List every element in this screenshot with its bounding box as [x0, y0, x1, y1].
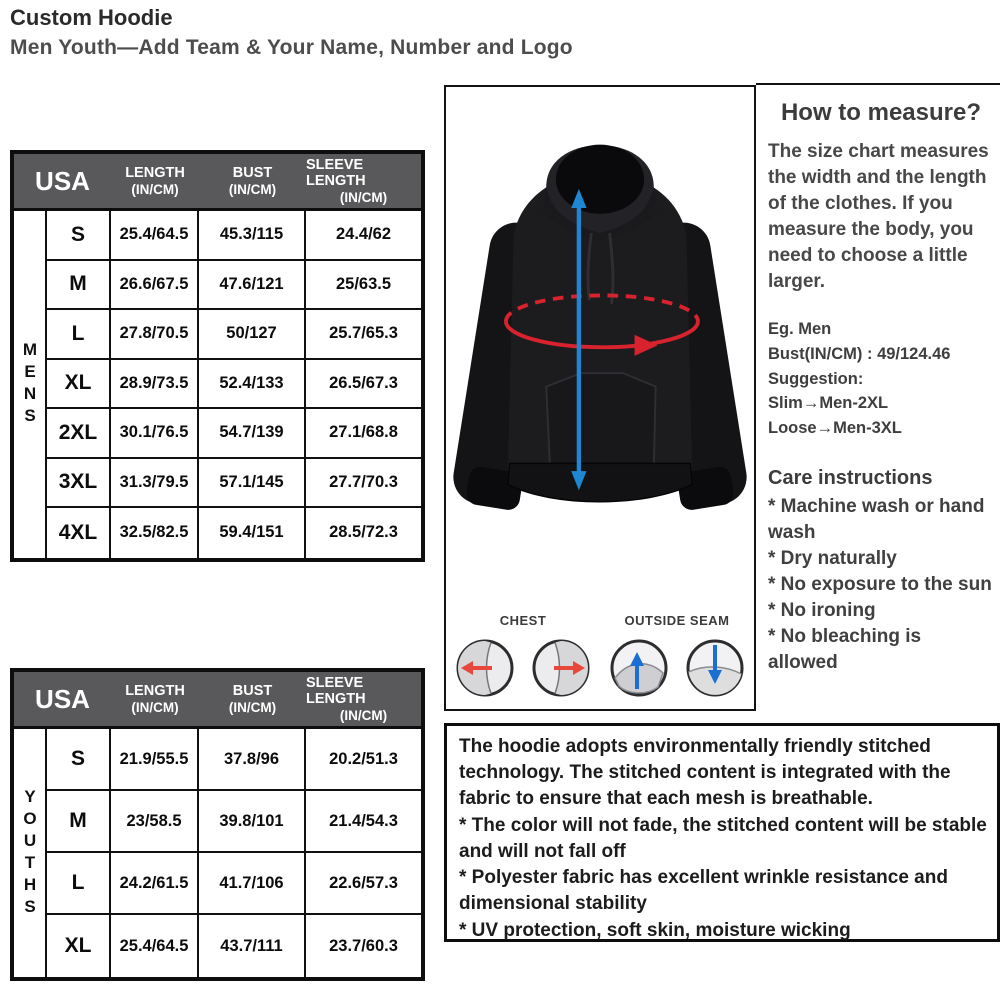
header-sleeve: SLEEVE LENGTH (IN/CM) [306, 674, 388, 723]
header-usa: USA [35, 165, 90, 196]
chest-measure-group [454, 613, 592, 699]
table-row: 3XL 31.3/79.5 57.1/145 27.7/70.3 [47, 459, 421, 509]
hoodie-product-image [450, 89, 750, 569]
description-paragraph: * The color will not fade, the stitched content will be stable and will not fall off [459, 814, 987, 862]
table-row: 4XL 32.5/82.5 59.4/151 28.5/72.3 [47, 508, 421, 558]
table-row: M 23/58.5 39.8/101 21.4/54.3 [47, 791, 421, 853]
table-row: L 24.2/61.5 41.7/106 22.6/57.3 [47, 853, 421, 915]
youth-group-label: YOUTHS [14, 729, 47, 977]
mens-group-label: MENS [14, 211, 47, 558]
table-row: L 27.8/70.5 50/127 25.7/65.3 [47, 310, 421, 360]
chest-label: CHEST [499, 613, 547, 628]
seam-arrow-down-icon [684, 637, 746, 699]
mens-size-chart [10, 150, 425, 562]
page-subtitle: Men Youth—Add Team & Your Name, Number and Logo [10, 36, 573, 59]
how-to-measure-panel [756, 83, 1000, 711]
table-row: XL 25.4/64.5 43.7/111 23.7/60.3 [47, 915, 421, 977]
outside-seam-group [608, 613, 746, 699]
page-title: Custom Hoodie [10, 5, 173, 30]
header-bust: BUST (IN/CM) [228, 164, 277, 197]
care-instructions-list: * Machine wash or hand wash * Dry naturally * No exposure to the sun * No ironing * No bleaching is allowed [768, 495, 992, 673]
header-sleeve: SLEEVE LENGTH (IN/CM) [306, 156, 388, 205]
product-description-box [444, 723, 1000, 942]
description-paragraph: The hoodie adopts environmentally friendly stitched technology. The stitched content is integrated with the fabric to ensure that each mesh is breathable. [459, 736, 951, 810]
measure-body-text: The size chart measures the width and the length of the clothes. If you measure the body, you need to choose a little larger. [768, 141, 989, 293]
measure-example: Eg. Men Bust(IN/CM) : 49/124.46 Suggestion: Slim→Men-2XL Loose→Men-3XL [768, 320, 951, 438]
youth-size-chart [10, 668, 425, 981]
header-length: LENGTH (IN/CM) [125, 682, 185, 715]
chest-arrow-right-icon [530, 637, 592, 699]
seam-arrow-up-icon [608, 637, 670, 699]
table-row: S 25.4/64.5 45.3/115 24.4/62 [47, 211, 421, 261]
table-row: M 26.6/67.5 47.6/121 25/63.5 [47, 261, 421, 311]
table-row: XL 28.9/73.5 52.4/133 26.5/67.3 [47, 360, 421, 410]
chest-arrow-left-icon [454, 637, 516, 699]
header-usa: USA [35, 683, 90, 714]
youth-chart-header [14, 672, 421, 729]
measure-heading: How to measure? [780, 99, 982, 126]
table-row: 2XL 30.1/76.5 54.7/139 27.1/68.8 [47, 409, 421, 459]
description-paragraph: * Polyester fabric has excellent wrinkle resistance and dimensional stability [459, 867, 948, 915]
care-instructions-heading: Care instructions [768, 466, 933, 489]
header-length: LENGTH (IN/CM) [125, 164, 185, 197]
hoodie-measure-panel [444, 85, 756, 711]
mens-chart-header [14, 154, 421, 211]
description-paragraph: * UV protection, soft skin, moisture wicking [459, 919, 851, 941]
outside-seam-label: OUTSIDE SEAM [624, 613, 730, 628]
header-bust: BUST (IN/CM) [228, 682, 277, 715]
table-row: S 21.9/55.5 37.8/96 20.2/51.3 [47, 729, 421, 791]
measurement-icons [446, 613, 754, 699]
